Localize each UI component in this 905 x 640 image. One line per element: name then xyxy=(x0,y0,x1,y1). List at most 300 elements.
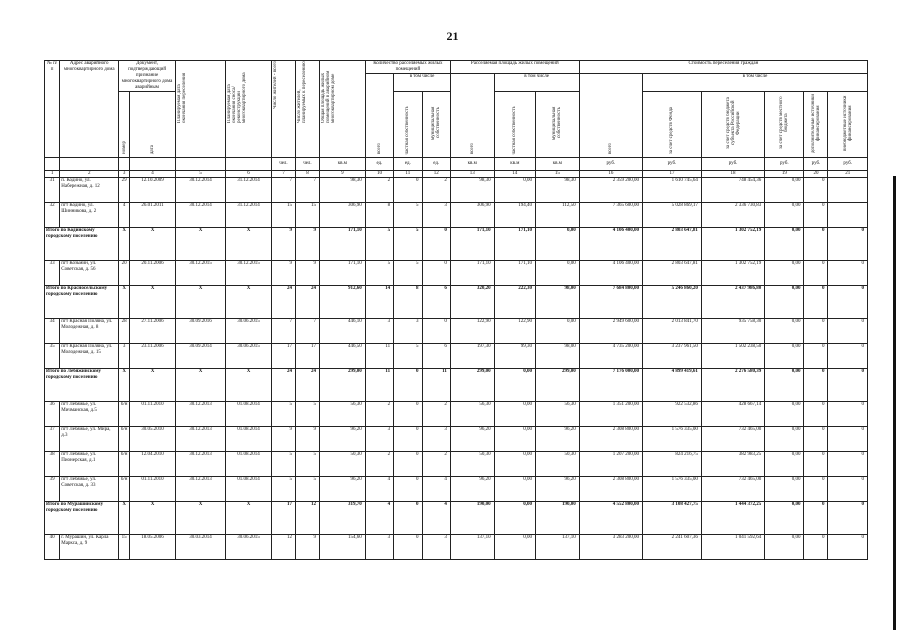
table-cell: X xyxy=(226,502,272,535)
header-rooms-private: частная собственность xyxy=(394,92,422,158)
table-cell: X xyxy=(175,502,225,535)
table-cell: 0 xyxy=(804,178,828,203)
table-cell: 0 xyxy=(828,477,868,502)
table-cell: 2 803 647,81 xyxy=(642,228,701,261)
header-cost-excess: внебюджетные источники финансирования xyxy=(828,92,868,158)
table-cell: 7 xyxy=(295,319,319,344)
table-cell: 190,00 xyxy=(536,502,580,535)
table-cell: 8 xyxy=(394,286,422,319)
header-address: Адрес аварийного многоквартирного дома xyxy=(60,61,119,158)
table-cell: 2 xyxy=(365,402,393,427)
table-cell: 23.11.2006 xyxy=(130,344,176,369)
table-cell: 320,20 xyxy=(450,286,494,319)
table-row xyxy=(45,261,868,286)
units-cell: руб. xyxy=(804,158,828,171)
units-cell xyxy=(119,158,130,171)
header-doc-number: номер xyxy=(119,92,130,158)
table-cell: 197,30 xyxy=(450,344,494,369)
table-cell: 11 xyxy=(365,369,393,402)
table-cell: 382 983,25 xyxy=(701,452,764,477)
header-cost-incl: в том числе xyxy=(642,74,867,92)
table-cell: 1 576 335,00 xyxy=(642,477,701,502)
table-cell: 299,00 xyxy=(450,369,494,402)
address-cell: пгт Кодино, ул. Шинникова, д. 2 xyxy=(60,203,119,228)
table-cell: 96,20 xyxy=(319,427,365,452)
table-cell: 24 xyxy=(271,286,295,319)
table-cell: 5 xyxy=(271,477,295,502)
table-cell: 171,10 xyxy=(319,261,365,286)
table-cell: 96,20 xyxy=(536,427,580,452)
table-cell: б/н xyxy=(119,427,130,452)
column_numbers-cell: 3 xyxy=(119,171,130,178)
table-cell: 0,00 xyxy=(494,502,535,535)
table-cell: 37 xyxy=(45,427,60,452)
table-cell: 14 xyxy=(365,286,393,319)
table-cell: 96,20 xyxy=(319,477,365,502)
table-cell: 306,90 xyxy=(450,203,494,228)
column_numbers-cell: 15 xyxy=(536,171,580,178)
table-cell: 0 xyxy=(394,402,422,427)
address-cell: пгт Лебяжье, ул. Мира, д.3 xyxy=(60,427,119,452)
table-cell: 56,30 xyxy=(536,402,580,427)
subtotal-label: Итого по Красносельскому городскому поселению xyxy=(45,286,119,319)
subtotal-row xyxy=(45,502,868,535)
table-cell: 1 041 592,64 xyxy=(701,535,764,560)
relocation-register-table xyxy=(44,60,868,560)
table-cell: 2 xyxy=(422,402,450,427)
table-cell: 0 xyxy=(828,502,868,535)
column_numbers-cell: 13 xyxy=(450,171,494,178)
header-cost-subject: за счет средств бюджета субъекта Российской Федерации xyxy=(701,92,764,158)
column_numbers-cell: 8 xyxy=(295,171,319,178)
table-cell: 1 610 745,64 xyxy=(642,178,701,203)
table-cell: 0,00 xyxy=(536,261,580,286)
table-cell: X xyxy=(119,369,130,402)
table-cell: 30.12.2014 xyxy=(175,178,225,203)
table-cell: 4 106 400,00 xyxy=(579,261,642,286)
header-count-rooms: Количество расселяемых жилых помещений xyxy=(365,61,450,74)
units-cell xyxy=(175,158,225,171)
table-cell: 50,30 xyxy=(319,452,365,477)
table-cell: 912,60 xyxy=(319,286,365,319)
table-cell: X xyxy=(226,286,272,319)
table-cell: 30.12.2015 xyxy=(226,261,272,286)
table-cell: 0 xyxy=(804,502,828,535)
table-cell: 3 xyxy=(422,427,450,452)
units-cell: руб. xyxy=(765,158,804,171)
table-cell: 0 xyxy=(828,319,868,344)
table-cell: 99,30 xyxy=(494,344,535,369)
header-area-private: частная собственность xyxy=(494,92,535,158)
table-cell: X xyxy=(119,286,130,319)
table-cell: 30.06.2015 xyxy=(226,344,272,369)
table-cell: 35 xyxy=(45,344,60,369)
column_numbers-cell: 21 xyxy=(828,171,868,178)
table-cell: 31.12.2014 xyxy=(226,178,272,203)
table-cell: 7 xyxy=(271,319,295,344)
units-cell xyxy=(60,158,119,171)
address-cell: пгт Лебяжье, ул. Пионерская, д.1 xyxy=(60,452,119,477)
table-cell: 24 xyxy=(295,369,319,402)
table-cell: X xyxy=(119,502,130,535)
column_numbers-cell: 14 xyxy=(494,171,535,178)
table-cell: 0,00 xyxy=(765,477,804,502)
table-cell: 30.12.2015 xyxy=(175,261,225,286)
table-cell: 137,10 xyxy=(450,535,494,560)
units-cell: чел. xyxy=(271,158,295,171)
table-cell: 428 667,14 xyxy=(701,402,764,427)
units-cell: ед. xyxy=(394,158,422,171)
column_numbers-cell: 16 xyxy=(579,171,642,178)
table-cell: 98,00 xyxy=(536,344,580,369)
table-cell: 0,00 xyxy=(765,535,804,560)
table-cell: 30.12.2014 xyxy=(175,203,225,228)
table-cell: X xyxy=(226,369,272,402)
table-cell: 0 xyxy=(828,427,868,452)
table-cell: 0 xyxy=(394,369,422,402)
table-cell: 9 xyxy=(271,427,295,452)
table-cell: 0,00 xyxy=(494,535,535,560)
table-cell: 299,00 xyxy=(536,369,580,402)
table-cell: X xyxy=(130,228,176,261)
table-cell: 4 xyxy=(422,502,450,535)
table-row xyxy=(45,178,868,203)
table-cell: 4 106 400,00 xyxy=(579,228,642,261)
table-cell: 18.05.2006 xyxy=(130,535,176,560)
table-cell: 36 xyxy=(45,402,60,427)
table-cell: 0,00 xyxy=(765,344,804,369)
table-cell: X xyxy=(175,228,225,261)
table-cell: б/н xyxy=(119,477,130,502)
table-cell: 748 454,36 xyxy=(701,178,764,203)
header-cost-total: всего xyxy=(579,74,642,158)
table-cell: 5 xyxy=(295,477,319,502)
units-cell: руб. xyxy=(828,158,868,171)
header-planned-demolition: Планируемая дата окончания сноса/реконструкции многоквартирного дома xyxy=(226,61,272,158)
table-cell: 306,90 xyxy=(319,203,365,228)
table-cell: 0,00 xyxy=(765,452,804,477)
table-row xyxy=(45,402,868,427)
header-cost-local: за счет средств местного бюджета xyxy=(765,92,804,158)
table-cell: 01.08.2014 xyxy=(226,477,272,502)
table-cell: 2 437 986,80 xyxy=(701,286,764,319)
table-cell: 9 xyxy=(271,261,295,286)
table-cell: 15 xyxy=(119,535,130,560)
table-cell: 3 283 200,00 xyxy=(579,535,642,560)
table-cell: 0 xyxy=(394,427,422,452)
table-cell: 50,30 xyxy=(450,452,494,477)
table-cell: 0 xyxy=(804,261,828,286)
page-number: 21 xyxy=(446,29,459,43)
table-cell: 3 xyxy=(365,427,393,452)
header-area-total: всего xyxy=(450,74,494,158)
table-cell: 2 949 600,00 xyxy=(579,319,642,344)
table-cell: 0 xyxy=(804,477,828,502)
table-cell: 4 899 419,61 xyxy=(642,369,701,402)
address-cell: п. Кодино, ул. Набережная, д. 12 xyxy=(60,178,119,203)
table-cell: 32 xyxy=(45,203,60,228)
column-numbers-row xyxy=(45,171,868,178)
table-cell: 0 xyxy=(804,319,828,344)
table-cell: 01.08.2014 xyxy=(226,427,272,452)
table-row xyxy=(45,319,868,344)
table-cell: 112,50 xyxy=(536,203,580,228)
table-cell: 0 xyxy=(394,535,422,560)
table-cell: 732 465,00 xyxy=(701,477,764,502)
table-cell: 0,00 xyxy=(494,477,535,502)
header-residents-planned: Число жителей, планируемых к переселению xyxy=(295,61,319,158)
subtotal-label: Итого по Лебяжинскому городскому поселению xyxy=(45,369,119,402)
table-cell: 30.12.2013 xyxy=(175,477,225,502)
table-cell: 5 xyxy=(365,228,393,261)
table-cell: 6 xyxy=(422,344,450,369)
address-cell: пгт Лебяжье, ул. Советская, д. 33 xyxy=(60,477,119,502)
table-cell: 2 xyxy=(422,178,450,203)
table-cell: 0 xyxy=(804,203,828,228)
units-cell: кв.м xyxy=(319,158,365,171)
table-cell: 5 xyxy=(271,402,295,427)
table-cell: 2 241 607,36 xyxy=(642,535,701,560)
table-cell: 11 xyxy=(422,369,450,402)
header-cost-fund: за счет средств Фонда xyxy=(642,92,701,158)
right-edge-bar xyxy=(893,176,896,630)
table-cell: 98,30 xyxy=(319,178,365,203)
column_numbers-cell: 7 xyxy=(271,171,295,178)
table-cell: 7 xyxy=(295,178,319,203)
column_numbers-cell: 9 xyxy=(319,171,365,178)
table-cell: 5 xyxy=(271,452,295,477)
units-cell: руб. xyxy=(701,158,764,171)
table-cell: 2 803 647,81 xyxy=(642,261,701,286)
table-cell: 1 502 238,50 xyxy=(701,344,764,369)
table-cell: 935 758,30 xyxy=(701,319,764,344)
column_numbers-cell: 17 xyxy=(642,171,701,178)
table-cell: 2 359 200,00 xyxy=(579,178,642,203)
table-cell: 1 576 335,00 xyxy=(642,427,701,452)
table-cell: 0,00 xyxy=(494,369,535,402)
header-rooms-total: всего xyxy=(365,74,393,158)
table-cell: 17 xyxy=(295,344,319,369)
subtotal-label: Итого по Мурашинскому городскому поселению xyxy=(45,502,119,535)
table-cell: 0 xyxy=(828,402,868,427)
table-cell: 171,10 xyxy=(494,228,535,261)
table-cell: 7 xyxy=(271,178,295,203)
table-cell: 0 xyxy=(804,535,828,560)
header-doc-date: дата xyxy=(130,92,176,158)
table-cell: 122,90 xyxy=(450,319,494,344)
table-cell: 0 xyxy=(804,402,828,427)
table-cell: 0 xyxy=(422,228,450,261)
column_numbers-cell: 12 xyxy=(422,171,450,178)
table-cell: 1 302 752,19 xyxy=(701,261,764,286)
table-cell: 0,00 xyxy=(494,452,535,477)
table-cell: 29 xyxy=(119,178,130,203)
table-cell: 446,10 xyxy=(319,319,365,344)
table-cell: 9 xyxy=(295,535,319,560)
table-cell: 0 xyxy=(394,477,422,502)
table-cell: 0 xyxy=(828,369,868,402)
table-cell: 24 xyxy=(271,369,295,402)
table-cell: 5 xyxy=(394,344,422,369)
table-cell: 5 028 869,17 xyxy=(642,203,701,228)
table-cell: 30.09.2014 xyxy=(175,344,225,369)
table-cell: 1 444 372,25 xyxy=(701,502,764,535)
table-cell: 3 237 961,50 xyxy=(642,344,701,369)
table-cell: 0,00 xyxy=(765,178,804,203)
table-cell: 01.11.2010 xyxy=(130,477,176,502)
units-cell: чел. xyxy=(295,158,319,171)
table-cell: 1 302 752,19 xyxy=(701,228,764,261)
table-cell: 12.04.2010 xyxy=(130,452,176,477)
table-cell: 5 xyxy=(394,261,422,286)
header-num: № п/п xyxy=(45,61,60,158)
table-cell: 0,00 xyxy=(765,228,804,261)
table-cell: 319,70 xyxy=(319,502,365,535)
table-cell: 20.11.2006 xyxy=(130,261,176,286)
table-cell: 2 xyxy=(365,452,393,477)
table-cell: 24 xyxy=(295,286,319,319)
table-cell: 2 013 841,70 xyxy=(642,319,701,344)
table-cell: 30.12.2013 xyxy=(175,402,225,427)
table-cell: 30.05.2010 xyxy=(130,427,176,452)
table-cell: 0,00 xyxy=(765,427,804,452)
table-cell: 5 xyxy=(394,228,422,261)
table-cell: 0,00 xyxy=(765,286,804,319)
column_numbers-cell: 18 xyxy=(701,171,764,178)
table-row xyxy=(45,344,868,369)
table-cell: 4 xyxy=(119,203,130,228)
units-cell: кв.м xyxy=(536,158,580,171)
table-cell: 5 246 860,20 xyxy=(642,286,701,319)
table-cell: 7 684 800,00 xyxy=(579,286,642,319)
units-row xyxy=(45,158,868,171)
table-cell: 34 xyxy=(45,319,60,344)
table-cell: 9 xyxy=(295,261,319,286)
table-cell: 4 xyxy=(365,477,393,502)
address-cell: пгт Лебяжье, ул. Мичманская, д.5 xyxy=(60,402,119,427)
table-cell: 5 xyxy=(295,402,319,427)
table-cell: 7 176 000,00 xyxy=(579,369,642,402)
table-cell: 56,30 xyxy=(319,402,365,427)
table-cell: 0 xyxy=(828,452,868,477)
header-cost: Стоимость переселения граждан xyxy=(579,61,867,74)
table-cell: 222,30 xyxy=(494,286,535,319)
table-cell: 9 xyxy=(271,228,295,261)
units-cell: ед. xyxy=(422,158,450,171)
table-cell: 0 xyxy=(804,369,828,402)
table-cell: 0 xyxy=(828,535,868,560)
table-cell: 9 xyxy=(295,427,319,452)
table-cell: 5 xyxy=(295,452,319,477)
table-cell: 4 552 800,00 xyxy=(579,502,642,535)
table-cell: 0,00 xyxy=(765,502,804,535)
header-rooms-incl: в том числе xyxy=(394,74,451,92)
table-cell: 5 xyxy=(394,203,422,228)
table-cell: 122,90 xyxy=(494,319,535,344)
table-cell: 732 465,00 xyxy=(701,427,764,452)
table-cell: X xyxy=(130,502,176,535)
table-cell: 12 xyxy=(295,502,319,535)
table-cell xyxy=(828,178,868,203)
subtotal-row xyxy=(45,228,868,261)
table-cell: 96,20 xyxy=(536,477,580,502)
units-cell: кв.м xyxy=(450,158,494,171)
table-cell: 31 xyxy=(45,178,60,203)
table-cell: 8 xyxy=(365,203,393,228)
table-cell: 1 207 200,00 xyxy=(579,452,642,477)
table-cell: 56,30 xyxy=(450,402,494,427)
table-cell: 2 xyxy=(365,178,393,203)
units-cell xyxy=(45,158,60,171)
column_numbers-cell: 6 xyxy=(226,171,272,178)
table-cell: 0 xyxy=(804,427,828,452)
table-cell: 9 xyxy=(295,228,319,261)
table-cell: 0 xyxy=(804,286,828,319)
table-cell: 01.08.2014 xyxy=(226,402,272,427)
units-cell: кв.м xyxy=(494,158,535,171)
table-cell: 3 xyxy=(119,344,130,369)
table-cell: 0 xyxy=(422,319,450,344)
address-cell: г. Мурашин, ул. Карла Маркса, д. 9 xyxy=(60,535,119,560)
table-row xyxy=(45,535,868,560)
table-cell: 30.06.2015 xyxy=(226,319,272,344)
table-cell: 0 xyxy=(394,502,422,535)
table-cell: 30.03.2014 xyxy=(175,535,225,560)
table-cell: 0 xyxy=(828,261,868,286)
table-cell: 3 xyxy=(422,203,450,228)
table-cell: 0,00 xyxy=(494,178,535,203)
table-cell: 50,30 xyxy=(536,452,580,477)
table-cell: 1 351 200,00 xyxy=(579,402,642,427)
table-cell: 0 xyxy=(828,344,868,369)
subtotal-row xyxy=(45,369,868,402)
column_numbers-cell: 2 xyxy=(60,171,119,178)
table-cell xyxy=(828,203,868,228)
table-cell: 15 xyxy=(271,203,295,228)
table-cell: б/н xyxy=(119,452,130,477)
table-cell: 0,00 xyxy=(536,319,580,344)
table-cell: 4 xyxy=(422,477,450,502)
table-cell: 27.11.2006 xyxy=(130,319,176,344)
table-cell: 0 xyxy=(828,286,868,319)
table-cell: 0,00 xyxy=(765,203,804,228)
table-cell: 0,00 xyxy=(536,228,580,261)
table-cell: 4 xyxy=(365,502,393,535)
table-cell: 137,10 xyxy=(536,535,580,560)
table-cell: 194,40 xyxy=(494,203,535,228)
table-cell: X xyxy=(175,369,225,402)
table-cell: 30.09.2016 xyxy=(175,319,225,344)
table-cell: 171,10 xyxy=(494,261,535,286)
table-row xyxy=(45,452,868,477)
header-rooms-municipal: муниципальная собственность xyxy=(422,92,450,158)
table-cell: 2 336 730,83 xyxy=(701,203,764,228)
table-row xyxy=(45,427,868,452)
column_numbers-cell: 5 xyxy=(175,171,225,178)
table-cell: 5 xyxy=(365,261,393,286)
units-cell xyxy=(130,158,176,171)
table-cell: 0 xyxy=(804,452,828,477)
table-cell: 17 xyxy=(271,502,295,535)
table-cell: 3 xyxy=(365,535,393,560)
table-cell: 01.08.2014 xyxy=(226,452,272,477)
table-cell: 299,00 xyxy=(319,369,365,402)
table-cell: 12.10.2009 xyxy=(130,178,176,203)
table-cell: 17 xyxy=(271,344,295,369)
table-cell: 171,10 xyxy=(319,228,365,261)
table-cell: 0,00 xyxy=(765,402,804,427)
table-cell: 171,10 xyxy=(450,228,494,261)
